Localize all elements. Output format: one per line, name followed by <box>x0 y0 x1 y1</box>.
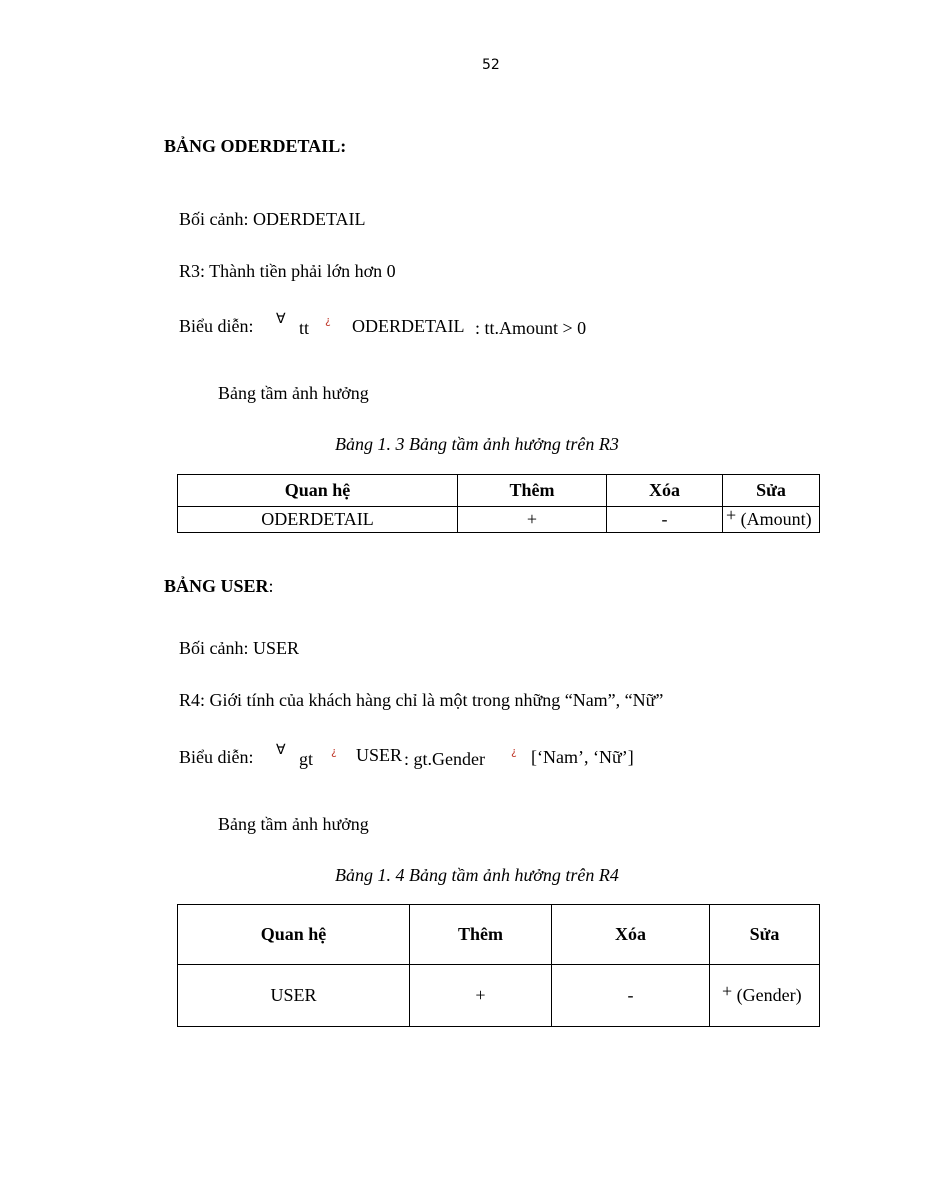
forall-symbol: ∀ <box>276 311 286 327</box>
table-header-row <box>178 475 820 507</box>
section-heading <box>164 136 346 157</box>
header-edit: Sửa <box>723 475 820 507</box>
context-line: Bối cảnh: USER <box>179 638 299 658</box>
impact-table <box>177 904 820 1027</box>
relation-name: USER <box>356 745 403 765</box>
header-delete: Xóa <box>607 475 723 507</box>
cell-edit-plus: + <box>722 981 733 1001</box>
context-line: Bối cảnh: ODERDETAIL <box>179 209 366 229</box>
representation-label: Biểu diễn: <box>179 316 254 336</box>
membership-symbol: ¿ <box>511 745 517 758</box>
condition-expression: : tt.Amount > 0 <box>475 318 587 338</box>
relation-name: ODERDETAIL <box>352 316 465 336</box>
table-row <box>178 965 820 1027</box>
table-row <box>178 507 820 533</box>
tuple-variable: gt <box>299 749 314 769</box>
impact-table <box>177 474 820 533</box>
membership-symbol: ¿ <box>331 745 337 758</box>
section-heading-text: BẢNG ODERDETAIL: <box>164 136 347 156</box>
section-heading-suffix: : <box>268 576 274 596</box>
header-add: Thêm <box>410 905 552 965</box>
cell-edit-plus: + <box>726 505 737 525</box>
forall-symbol: ∀ <box>276 742 286 758</box>
cell-delete: - <box>607 507 723 533</box>
header-delete: Xóa <box>552 905 710 965</box>
table-caption: Bảng 1. 3 Bảng tầm ảnh hưởng trên R3 <box>335 434 619 454</box>
condition-expression: : gt.Gender <box>404 749 485 769</box>
representation-label: Biểu diễn: <box>179 747 254 767</box>
impact-label: Bảng tầm ảnh hưởng <box>218 814 369 834</box>
cell-add: + <box>458 507 607 533</box>
cell-relation: USER <box>178 965 410 1027</box>
rule-line: R4: Giới tính của khách hàng chỉ là một trong những “Nam”, “Nữ” <box>179 690 664 710</box>
table-header-row <box>178 905 820 965</box>
cell-edit-note: (Gender) <box>736 985 802 1005</box>
membership-symbol: ¿ <box>325 314 331 327</box>
cell-relation: ODERDETAIL <box>178 507 458 533</box>
cell-edit-note: (Amount) <box>740 509 812 529</box>
value-set: [‘Nam’, ‘Nữ’] <box>531 747 634 767</box>
header-edit: Sửa <box>710 905 820 965</box>
cell-add: + <box>410 965 552 1027</box>
cell-delete: - <box>552 965 710 1027</box>
section-heading-text: BẢNG USER <box>164 576 269 596</box>
cell-edit <box>723 507 820 533</box>
header-add: Thêm <box>458 475 607 507</box>
section-heading <box>164 576 274 597</box>
cell-edit <box>710 965 820 1027</box>
header-relation: Quan hệ <box>178 905 410 965</box>
page-number: 52 <box>482 57 500 73</box>
tuple-variable: tt <box>299 318 310 338</box>
header-relation: Quan hệ <box>178 475 458 507</box>
impact-label: Bảng tầm ảnh hưởng <box>218 383 369 403</box>
rule-line: R3: Thành tiền phải lớn hơn 0 <box>179 261 396 281</box>
table-caption: Bảng 1. 4 Bảng tầm ảnh hưởng trên R4 <box>335 865 619 885</box>
